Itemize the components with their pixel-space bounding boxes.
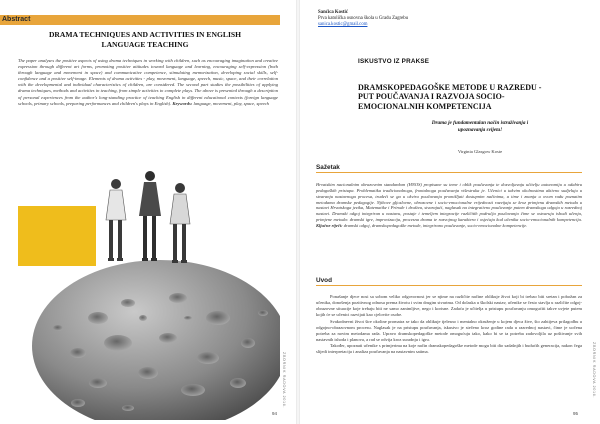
- running-head-left: ZBORNIK RADOVA 2016.: [282, 352, 286, 409]
- uvod-paragraph: Ponašanje djece nosi sa sobom veliko odgovornost jer se njime na različite načine oblikuje život koji bi trebao biti sretan i pobožan za učenika, donošenja pozitivnog odnosa prema životu i svim drugim stvarima. Od dolaska u školski nastav, učenike se često stavlja u različite odgoj-obrazovne situacije koje trebaju biti ne samo zanimljive, nego i korisne. Zadaća je učitelja u pristupu poučavanju omogućiti takve uvjete putem kojih će se učenici razvijati kao cjelovite osobe.: [316, 294, 582, 318]
- moon-and-figures-photo: [18, 168, 280, 420]
- page-number-right: 95: [573, 411, 579, 416]
- english-title: DRAMA TECHNIQUES AND ACTIVITIES IN ENGLISH LANGUAGE TEACHING: [48, 30, 242, 49]
- author-school: Prva katolička osnovna škola u Gradu Zagrebu: [318, 16, 409, 22]
- abstract-bar: [0, 15, 280, 25]
- english-abstract: [18, 58, 278, 107]
- abstract-heading: Abstract: [2, 16, 31, 23]
- running-head-right: ZBORNIK RADOVA 2016.: [592, 342, 596, 399]
- keywords-label: Keywords:: [172, 100, 193, 106]
- left-page: [0, 0, 296, 424]
- kljucne-label: Ključne riječi:: [316, 222, 343, 228]
- article-title: DRAMSKOPEDAGOŠKE METODE U RAZREDU - PUT POUČAVANJA I RAZVOJA SOCIO-EMOCIONALNIH KOMPETENCIJA: [358, 83, 542, 111]
- sazetak-body: [316, 182, 582, 229]
- uvod-body: [316, 294, 582, 356]
- uvod-paragraph: Svakodnevni život šire okoline promatra se tako da oblikuje tjelesno i mentalno okruženje u kojem djeca žive, što zahtijeva prilagodbu u odgojno-obrazovnom procesu. Naglasak je na pristupu poučavanja, iskustvo je stečeno kroz godine rada u razrednoj nastavi, čime je uočena potreba za novim metodama rada. Upravo dramskopedagoške metode omogućuju tako, kako bi se ta potreba zadovoljila uz poštivanje svih nastavnih ishoda i planova, a rad se odvija kroz suradnju i igru.: [316, 318, 582, 343]
- right-page: [300, 0, 600, 424]
- author-email-link[interactable]: sanica.kostic@gmail.com: [318, 22, 368, 28]
- english-abstract-text: The paper analyses the positive aspects of using drama techniques in working with children, such as encouraging imagination and creative expression through different art forms, promoting positive attitudes toward language and learning, encouraging self-expression (both through language and movement in space) and communicative competence, stimulating memorization, developing social skills, self-confidence and a positive self-image. Elements of drama activities - play, movement, language, speech, music, space, and their correlation with the developmental and individual characteristics of children, are considered. The second part studies the possibilities of applying drama techniques, methods and activities in teaching, from simple activities to complete plays. The above is presented through a description of personal experiences from the author's long-standing practice of teaching English in different educational contexts (foreign language schools, primary schools, preparing performances and children's plays in English).: [18, 58, 278, 106]
- kljucne-text: dramski odgoj, dramskopedagoške metode, integrirano poučavanje, socio-emocionalne kompetencije.: [342, 222, 528, 228]
- uvod-heading: Uvod: [316, 277, 582, 286]
- sazetak-heading: Sažetak: [316, 164, 582, 173]
- epigraph-quote: Drama je fundamentalan način istraživanja i upoznavanja svijeta!: [431, 120, 529, 134]
- epigraph-author: Virginia Glasgow Koste: [457, 149, 503, 154]
- page-number-left: 94: [272, 411, 278, 416]
- keywords-text: language, movement, play, space, speech: [192, 100, 269, 106]
- author-block: [318, 10, 408, 29]
- author-name: Sanćica Kostić: [318, 10, 348, 15]
- uvod-paragraph: Također, upoznati učenike s primjerima na koje način dramskopedagoške metode mogu biti dio sadašnjih i budućih generacija, nakon čega slijedi interpretacija i analiza poučavanja na nastavnim satima.: [316, 343, 582, 355]
- sazetak-text: Hrvatskim nacionalnim obrazovnim standardom (HNOS) propisane su teme i oblik poučavanja te dozvoljavaju učitelju autonomiju u odabiru pedagoških pristupa. Problematika tradicionalnoga, frontalnoga poučavanja višestruka je. Učenici u takvim okolnostima aktivno sudjeluju u stvaranju nastavnoga procesa, trudeći se ga u okviru poučavanja promišljati dostupnim načinima, a time i znanja u ovom radu poznatim metodama dramske pedagogije. Njihove gljoslovne, obrazovne i socio-emocionalne vrijednosti razvijaju se kroz primjenu dramskih metoda u nastavi Hrvatskoga jezika, Matematike i Prirode i društva, stvarajući, naglasak na integrativno poučavanje putem dramskoga odgoja u razrednoj nastavi. Dramski odgoj integriran u nastavu, postaje i temeljem integracije različitih područja poučavanja čime se ostvaruju ishodi učenja, primjene metoda: dramski igre, improvizacija, procesna drama te razvojnog karaktera i osjećaja kod učenika socio-emocionalnih kompetencija.: [316, 182, 582, 223]
- section-label: ISKUSTVO IZ PRAKSE: [358, 58, 430, 65]
